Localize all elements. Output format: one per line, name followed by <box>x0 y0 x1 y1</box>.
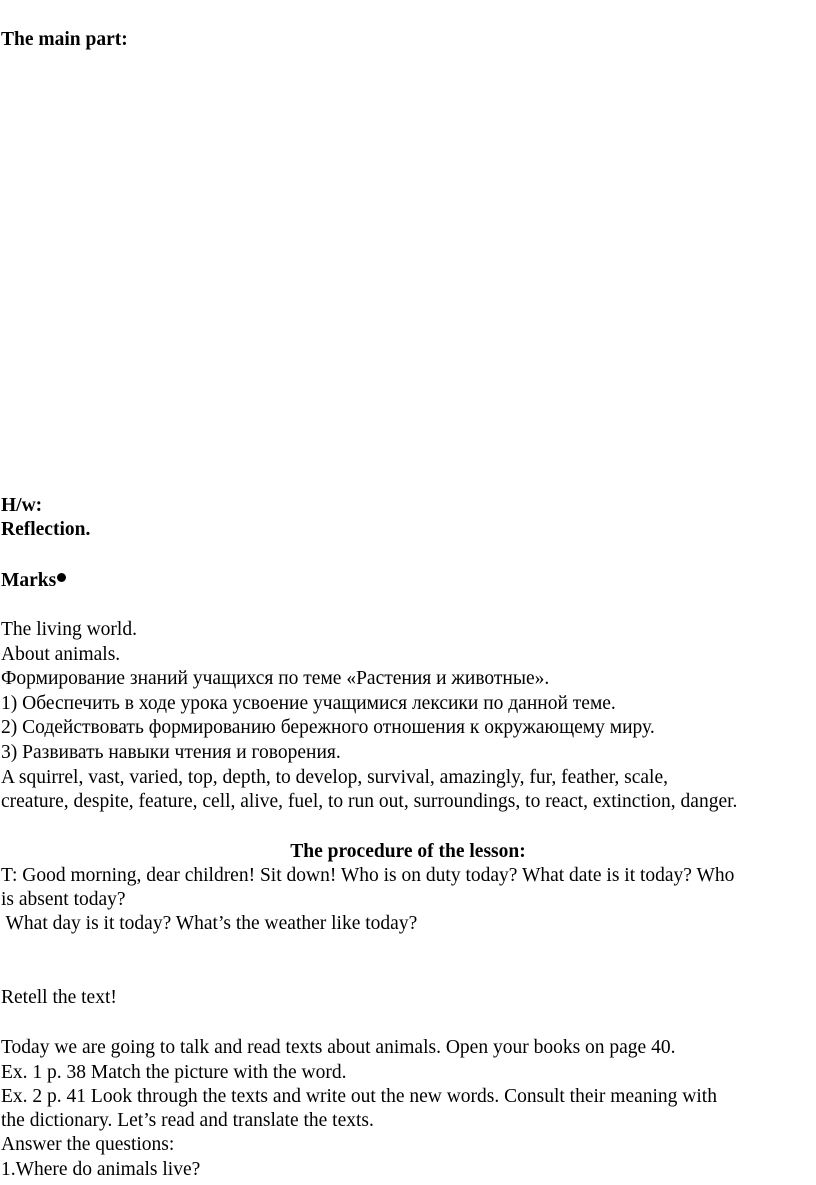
main-part-heading: The main part: <box>1 29 128 50</box>
exercise-line: Ex. 2 p. 41 Look through the texts and write out the new words. Consult their meaning with <box>1 1086 717 1107</box>
marks-label: Marks <box>1 570 57 591</box>
vocabulary-line: A squirrel, vast, varied, top, depth, to develop, survival, amazingly, fur, feather, scale, <box>1 767 669 788</box>
lesson-subtopic: About animals. <box>1 644 121 665</box>
lesson-aim: Формирование знаний учащихся по теме «Растения и животные». <box>1 668 550 689</box>
greeting-line: is absent today? <box>1 889 126 910</box>
marks-heading <box>1 569 66 593</box>
procedure-heading: The procedure of the lesson: <box>290 841 526 862</box>
retell-instruction: Retell the text! <box>1 987 117 1008</box>
goal-item: 3) Развивать навыки чтения и говорения. <box>1 742 341 763</box>
intro-line: Today we are going to talk and read texts about animals. Open your books on page 40. <box>1 1037 676 1058</box>
reflection-heading: Reflection. <box>1 519 91 540</box>
homework-heading: H/w: <box>1 495 43 516</box>
lesson-topic: The living world. <box>1 619 137 640</box>
greeting-line: T: Good morning, dear children! Sit down! Who is on duty today? What date is it today? Who <box>1 865 735 886</box>
exercise-line: the dictionary. Let’s read and translate the texts. <box>1 1110 374 1131</box>
question-item: 1.Where do animals live? <box>1 1159 201 1180</box>
goal-item: 1) Обеспечить в ходе урока усвоение учащимися лексики по данной теме. <box>1 693 616 714</box>
exercise-line: Ex. 1 p. 38 Match the picture with the word. <box>1 1062 347 1083</box>
goal-item: 2) Содействовать формированию бережного отношения к окружающему миру. <box>1 717 655 738</box>
bullet-icon <box>57 573 66 582</box>
vocabulary-line: creature, despite, feature, cell, alive, fuel, to run out, surroundings, to react, extinction, danger. <box>1 791 738 812</box>
questions-heading: Answer the questions: <box>1 1134 175 1155</box>
greeting-line: What day is it today? What’s the weather like today? <box>1 913 418 934</box>
